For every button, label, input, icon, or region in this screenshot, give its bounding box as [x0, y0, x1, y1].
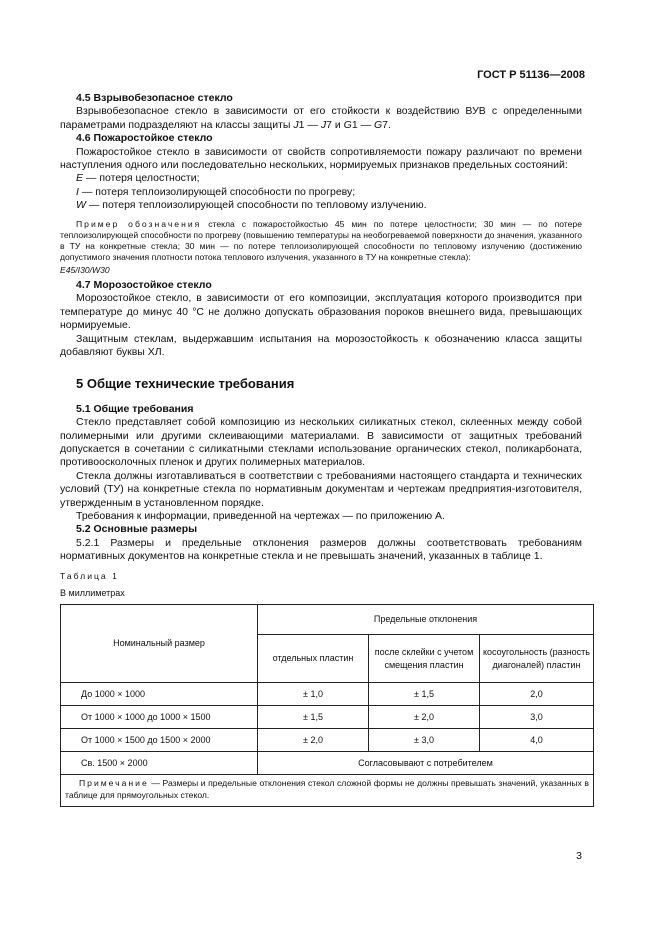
- size-tolerance-table: [60, 604, 594, 807]
- class-j1-letter: J: [293, 118, 299, 131]
- table-row: [61, 683, 594, 706]
- section-4-6-heading: 4.6 Пожаростойкое стекло: [76, 132, 213, 145]
- table-row: [61, 706, 594, 729]
- header-skewness: косоугольность (разность диагоналей) пластин: [480, 635, 594, 683]
- section-4-5-heading: 4.5 Взрывобезопасное стекло: [76, 92, 233, 104]
- cell-size: Св. 1500 × 2000: [61, 752, 258, 775]
- class-g7-num: 7.: [382, 118, 391, 131]
- cell-skew: 4,0: [480, 729, 594, 752]
- section-5-2-heading: 5.2 Основные размеры: [76, 523, 198, 536]
- cell-laminated: ± 3,0: [369, 729, 480, 752]
- section-5-1-heading: 5.1 Общие требования: [76, 402, 194, 415]
- header-nominal-size: Номинальный размер: [61, 605, 258, 683]
- section-5-1-p3: Требования к информации, приведенной на чертежах — по приложению А.: [76, 509, 445, 522]
- header-after-lamination: после склейки с учетом смещения пластин: [369, 635, 480, 683]
- s45-text-a: Взрывобезопасное стекло в зависимости от его стойкости к воздействию ВУВ с определенными параметрами подразделяют на классы защиты: [60, 105, 582, 131]
- header-single-panes: отдельных пластин: [258, 635, 369, 683]
- cell-agreed-with-customer: Согласовывают с потребителем: [258, 752, 594, 775]
- criterion-w-text: — потеря теплоизолирующей способности по тепловому излучению.: [85, 199, 427, 212]
- table-row: [61, 752, 594, 775]
- criterion-e: [60, 172, 582, 185]
- document-code: ГОСТ Р 51136—2008: [477, 69, 585, 81]
- cell-single: ± 1,5: [258, 706, 369, 729]
- class-j7-num: 7 и: [326, 118, 344, 131]
- designation-example: [60, 219, 582, 264]
- cell-size: До 1000 × 1000: [61, 683, 258, 706]
- cell-size: От 1000 × 1500 до 1500 × 2000: [61, 729, 258, 752]
- table-note-row: [61, 775, 594, 807]
- table-row: [61, 729, 594, 752]
- cell-single: ± 2,0: [258, 729, 369, 752]
- table-label: Таблица 1: [60, 570, 119, 581]
- table-note: [61, 775, 594, 807]
- note-label: Примечание: [79, 778, 149, 789]
- table-header-row: [61, 605, 594, 635]
- class-g1-letter: G: [343, 118, 352, 131]
- criterion-e-text: — потеря целостности;: [83, 172, 200, 185]
- section-4-6-text: Пожаростойкое стекло в зависимости от свойств сопротивляемости пожару различают по времени наступления одного или последовательно нескольких, нормируемых признаков предельных состояний:: [60, 145, 582, 172]
- criterion-i: [60, 186, 582, 199]
- section-4-7-p2: Защитным стеклам, выдержавшим испытания на морозостойкость к обозначению класса защиты добавляют буквы ХЛ.: [60, 332, 582, 358]
- cell-laminated: ± 1,5: [369, 683, 480, 706]
- section-5-heading: 5 Общие технические требования: [76, 376, 295, 392]
- designation-formula: E45/I30/W30: [60, 265, 110, 276]
- section-5-2-1-text: 5.2.1 Размеры и предельные отклонения размеров должны соответствовать требованиям нормативных документов на конкретные стекла и не превышать значений, указанных в таблице 1.: [60, 536, 582, 563]
- criterion-i-text: — потеря теплоизолирующей способности по прогреву;: [78, 185, 356, 198]
- class-g7-letter: G: [374, 118, 383, 131]
- section-5-1-p1: Стекло представляет собой композицию из нескольких силикатных стекол, склеенных между собой полимерными или другими склеивающими материалами. В зависимости от защитных требований допускается в сочетании с силикатными стеклами использование органических стекол, поликарбоната, противоосколочных пленок и других полимерных материалов.: [60, 416, 582, 469]
- table-units: В миллиметрах: [60, 588, 125, 598]
- example-text: стекла с пожаростойкостью 45 мин по потере целостности; 30 мин — по потере теплоизолирующей способности по прогреву (повышению температуры на необогреваемой поверхности до значения, указанного в ТУ на конкретные стекла; 30 мин — по потере теплоизолирующей способности по тепловому излучению (достижению допустимого значения плотности потока теплового излучения, указанного в ТУ на конкретные стекла):: [60, 218, 582, 263]
- cell-laminated: ± 2,0: [369, 706, 480, 729]
- example-label: Пример обозначения: [76, 218, 202, 229]
- cell-skew: 3,0: [480, 706, 594, 729]
- section-5-1-p2: Стекла должны изготавливаться в соответствии с требованиями настоящего стандарта и технических условий (ТУ) на конкретные стекла по нормативным документам и чертежам предприятия-изготовителя, утвержденным в установленном порядке.: [60, 469, 582, 509]
- criterion-w-letter: W: [76, 199, 86, 212]
- section-4-5-text: [60, 105, 582, 132]
- class-j7-letter: J: [320, 118, 327, 131]
- page-content: [60, 92, 590, 807]
- criterion-i-letter: I: [76, 185, 79, 198]
- note-text: — Размеры и предельные отклонения стекол сложной формы не должны превышать значений, указанных в таблице для прямоугольных стекол.: [65, 778, 589, 801]
- section-4-7-p1: Морозостойкое стекло, в зависимости от его композиции, эксплуатация которого производится при температуре до минус 40 °С не должно допускать образования пороков внешнего вида, превышающих нормируемые.: [60, 292, 582, 332]
- cell-skew: 2,0: [480, 683, 594, 706]
- cell-size: От 1000 × 1000 до 1000 × 1500: [61, 706, 258, 729]
- class-j1-num: 1 —: [298, 118, 321, 131]
- page-number: 3: [576, 850, 582, 862]
- section-4-7-heading: 4.7 Морозостойкое стекло: [76, 278, 212, 291]
- criterion-e-letter: E: [76, 172, 84, 185]
- class-g1-num: 1 —: [351, 118, 374, 131]
- criterion-w: [60, 199, 582, 212]
- header-tolerances: Предельные отклонения: [258, 605, 594, 635]
- cell-single: ± 1,0: [258, 683, 369, 706]
